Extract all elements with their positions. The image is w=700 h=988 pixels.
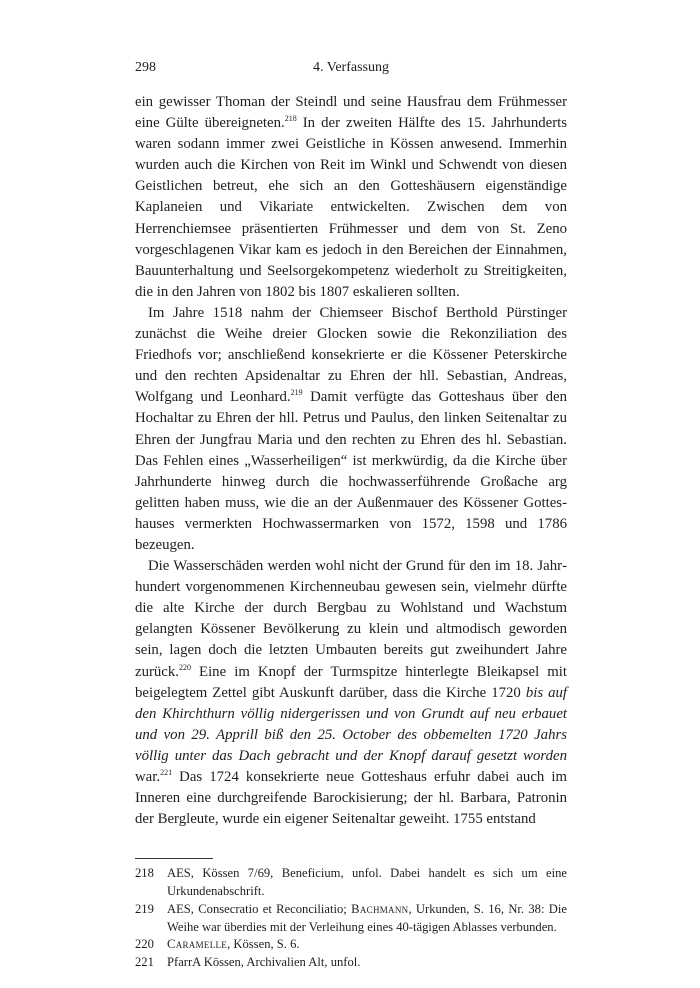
footnote-number: 219 — [135, 901, 154, 916]
footnote-text: , Urkunden, S. 16, Nr. 38: Die Weihe war überdies mit der Verleihung eines 40-tägigen Ablasses verbunden. — [167, 901, 567, 934]
footnote-text: PfarrA Kössen, Archivalien Alt, unfol. — [167, 955, 361, 970]
paragraph-text: Eine im Knopf der Turmspitze hinterlegte Bleikapsel mit beigelegtem Zettel gibt Auskunft darüber, dass die Kirche 1720 — [135, 663, 567, 701]
page-number: 298 — [135, 60, 156, 75]
paragraph-text: ein gewisser Thoman der Steindl und seine Hausfrau dem Frühmesser eine Gülte übereigneten. — [135, 94, 567, 132]
footnote-text: AES, Consecratio et Reconciliatio; — [167, 901, 352, 916]
footnote-221 — [135, 954, 567, 972]
footnote-number: 220 — [135, 937, 154, 952]
footnote-219 — [135, 901, 567, 937]
footnote-number: 221 — [135, 955, 154, 970]
footnote-220 — [135, 936, 567, 954]
footnote-ref-221: 221 — [160, 768, 173, 777]
footnote-text: AES, Kössen 7/69, Beneficium, unfol. Dabei handelt es sich um eine Urkundenabschrift. — [167, 866, 567, 899]
paragraph-2 — [135, 303, 567, 556]
footnote-text: , Kössen, S. 6. — [227, 937, 300, 952]
footnotes — [135, 865, 567, 972]
footnote-author: Caramelle — [167, 937, 228, 952]
footnote-ref-219: 219 — [290, 388, 303, 398]
paragraph-text: war. — [135, 769, 161, 785]
paragraph-3 — [135, 556, 567, 830]
footnote-divider — [135, 858, 213, 859]
paragraph-text: In der zweiten Hälfte des 15. Jahrhunderts waren sodann immer zwei Geistliche in Kössen anwesend. Immerhin wurden auch die Kirchen von Reit im Winkl und Schwendt von diesen Geistlichen betreut, ehe sich an den Gotteshäusern eigenständige Kaplaneien und Vikariate entwickelten. Zwischen dem von Herrenchiemsee präsentierten Frühmesser und dem von St. Zeno vorgeschlagenen Vikar kam es jedoch in den Bereichen der Einnahmen, Bauunterhaltung und Seelsorgekompetenz wiederholt zu Streitigkeiten, die in den Jahren von 1802 bis 1807 eskalieren sollten. — [135, 115, 567, 300]
paragraph-text: Im Jahre 1518 nahm der Chiemseer Bischof Berthold Pürstinger zunächst die Weihe dreier Glocken sowie die Rekonziliation des Friedhofs vor; anschließend konsekrierte er die Kössener Peterskirche und den rechten Apsidenaltar zu Ehren der hll. Sebastian, Andreas, Wolfgang und Leonhard. — [135, 304, 567, 406]
running-title: 4. Verfassung — [313, 60, 389, 75]
paragraph-text: Die Wasserschäden werden wohl nicht der Grund für den im 18. Jahrhundert vorgenommenen Kirchenneubau gewesen sein, vielmehr dürfte die alte Kirche der durch Bergbau zu Wohlstand und Wachstum gelangten Kössener Bevölkerung zu klein und altmodisch geworden sein, lagen doch die letzten Umbauten bereits gut zweihundert Jahre zurück. — [135, 558, 567, 680]
body-text — [135, 92, 567, 830]
page-header — [135, 60, 567, 82]
document-page — [135, 60, 567, 972]
footnote-ref-218: 218 — [284, 114, 297, 124]
paragraph-text: Damit verfügte das Gotteshaus über den Hochaltar zu Ehren der hll. Petrus und Paulus, den linken Seitenaltar zu Ehren der Jungfrau Maria und den rechten zu Ehren des hl. Sebastian. Das Fehlen eines „Wasserheiligen“ ist merkwürdig, da die Kirche über Jahrhunderte hinweg durch die hochwasserführende Großache arg gelitten haben muss, wie die an der Außenmauer des Kössener Gotteshauses vermerkten Hochwassermarken von 1572, 1598 und 1786 bezeugen. — [135, 389, 567, 553]
footnote-number: 218 — [135, 866, 154, 881]
quoted-source-italic: bis auf den Khirchthurn völlig nidergerissen und von Grundt auf neu erbauet und von 29. Apprill biß den 25. October des obbemelten 1720 Jahrs völlig unter das Dach gebracht und der Knopf darauf gesetzt worden — [135, 684, 568, 764]
paragraph-1 — [135, 92, 567, 303]
paragraph-text: Das 1724 konsekrierte neue Gotteshaus erfuhr dabei auch im Inneren eine durchgreifende Barockisierung; der hl. Barbara, Patronin der Bergleute, wurde ein eigener Seitenaltar geweiht. 1755 entstand — [135, 769, 567, 828]
footnote-ref-220: 220 — [178, 662, 191, 672]
footnote-author: Bachmann — [351, 901, 409, 916]
footnote-218 — [135, 865, 567, 901]
